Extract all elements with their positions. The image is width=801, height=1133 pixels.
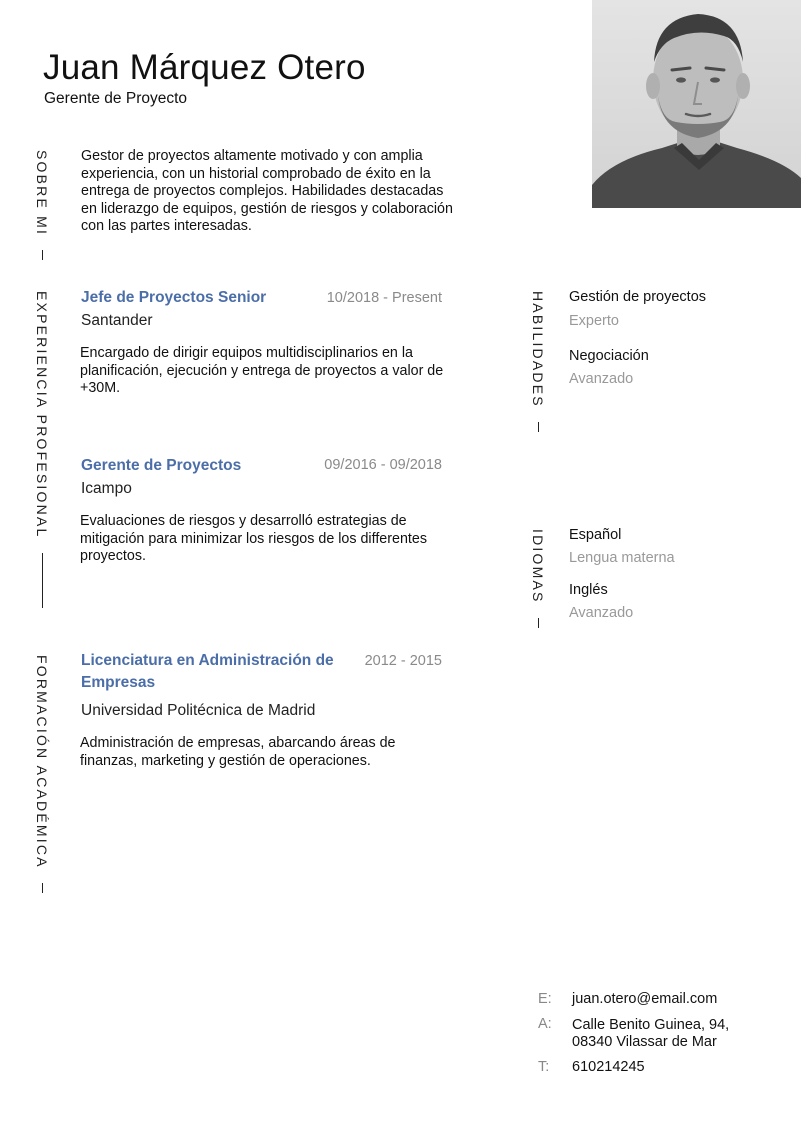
- job-title: Jefe de Proyectos Senior: [81, 289, 267, 306]
- candidate-name: Juan Márquez Otero: [43, 48, 366, 87]
- section-label-skills: [531, 291, 545, 432]
- job-description: Evaluaciones de riesgos y desarrolló estrategias de mitigación para minimizar los riesgos de los differentes proyectos.: [80, 513, 427, 564]
- about-text: Gestor de proyectos altamente motivado y con amplia experiencia, con un historial comprobado de éxito en la entrega de proyectos complejos. Habilidades destacadas en liderazgo de equipos, gestión de riesgos y colaboración con las partes interesadas.: [81, 148, 453, 234]
- section-experience-title: EXPERIENCIA PROFESIONAL: [34, 291, 50, 539]
- portrait-image: [592, 0, 801, 208]
- skill-level: Experto: [569, 313, 619, 329]
- address-line-1: Calle Benito Guinea, 94,: [572, 1017, 730, 1033]
- phone-label: T:: [538, 1059, 550, 1075]
- address-line-2: 08340 Vilassar de Mar: [572, 1034, 717, 1050]
- degree-title: Licenciatura en Administración de Empresas: [81, 652, 334, 691]
- section-label-languages: [531, 529, 545, 628]
- section-label-about: [35, 150, 49, 260]
- degree-dates: 2012 - 2015: [364, 653, 442, 669]
- job-company: Santander: [81, 312, 153, 329]
- job-company: Icampo: [81, 480, 132, 497]
- job-title: Gerente de Proyectos: [81, 457, 242, 474]
- language-name: Español: [569, 527, 622, 543]
- job-description: Encargado de dirigir equipos multidisciplinarios en la planificación, ejecución y entrega de proyectos a valor de +30M.: [80, 345, 444, 396]
- section-divider: [42, 883, 43, 893]
- section-skills-title: HABILIDADES: [530, 291, 546, 408]
- section-divider: [538, 618, 539, 628]
- language-name: Inglés: [569, 582, 608, 598]
- skill-name: Negociación: [569, 348, 649, 364]
- phone-link[interactable]: 610214245: [572, 1059, 645, 1075]
- section-label-experience: [35, 291, 49, 608]
- section-divider: [42, 553, 43, 608]
- skill-name: Gestión de proyectos: [569, 289, 707, 305]
- section-divider: [538, 422, 539, 432]
- email-label: E:: [538, 991, 552, 1007]
- section-about-title: SOBRE MI: [34, 150, 50, 237]
- degree-school: Universidad Politécnica de Madrid: [81, 702, 316, 719]
- job-dates: 10/2018 - Present: [326, 290, 442, 306]
- address-label: A:: [538, 1016, 552, 1032]
- language-level: Avanzado: [569, 605, 634, 621]
- language-level: Lengua materna: [569, 550, 675, 566]
- section-divider: [42, 250, 43, 260]
- email-link[interactable]: juan.otero@email.com: [572, 991, 718, 1007]
- section-education-title: FORMACIÓN ACADÉMICA: [34, 655, 50, 869]
- profile-photo: [592, 0, 801, 208]
- section-languages-title: IDIOMAS: [530, 529, 546, 604]
- degree-description: Administración de empresas, abarcando áreas de finanzas, marketing y gestión de operaciones.: [80, 735, 396, 769]
- section-label-education: [35, 655, 49, 893]
- candidate-role: Gerente de Proyecto: [44, 90, 188, 107]
- skill-level: Avanzado: [569, 371, 634, 387]
- job-dates: 09/2016 - 09/2018: [324, 457, 442, 473]
